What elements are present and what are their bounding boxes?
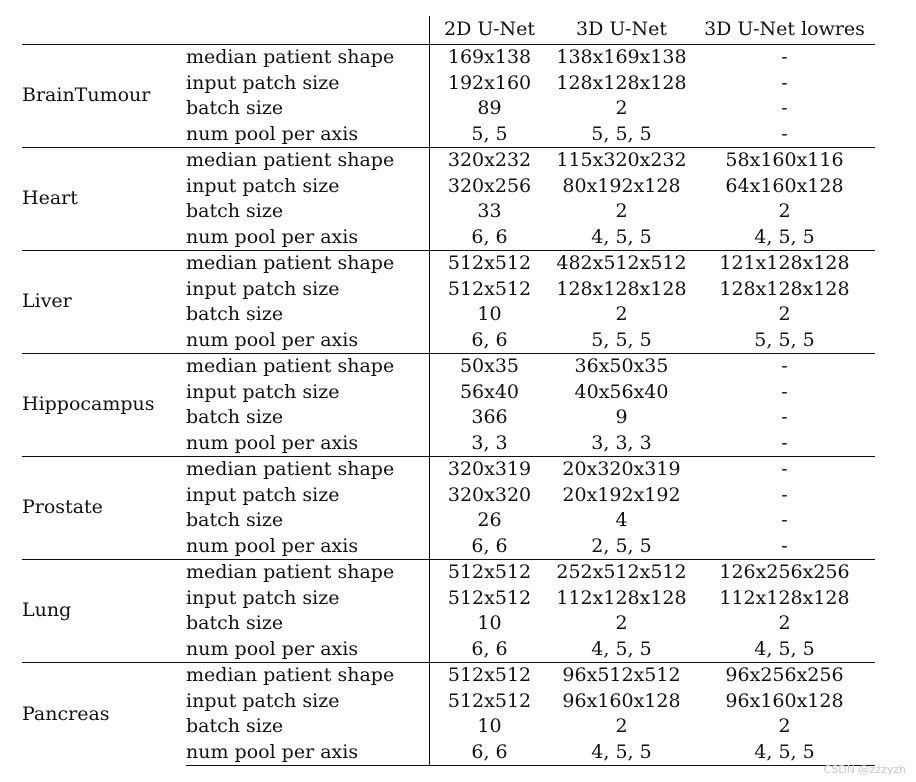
cell-3d-unet-lowres: - — [781, 509, 788, 531]
parameter-name: input patch size — [186, 586, 340, 609]
header-2d-unet: 2D U-Net — [430, 16, 550, 45]
cell-3d-unet: 9 — [615, 406, 628, 428]
cell-2d-unet: 3, 3 — [430, 431, 550, 457]
parameter-name: median patient shape — [186, 251, 430, 277]
cell-2d-unet: 56x40 — [430, 380, 550, 406]
cell-2d-unet: 192x160 — [430, 71, 550, 97]
cell-3d-unet: 40x56x40 — [574, 380, 669, 403]
cell-3d-unet: 20x320x319 — [549, 457, 694, 483]
cell-2d-unet: 512x512 — [430, 560, 550, 586]
table-row — [22, 45, 875, 71]
cell-2d-unet: 10 — [430, 302, 550, 328]
dataset-name: Hippocampus — [22, 354, 186, 457]
header-3d-unet-lowres: 3D U-Net lowres — [704, 18, 865, 41]
cell-3d-unet: 20x192x192 — [562, 483, 681, 506]
dataset-group — [22, 560, 875, 663]
parameter-name: num pool per axis — [186, 740, 430, 766]
cell-2d-unet: 320x232 — [430, 148, 550, 174]
cell-3d-unet-lowres: 2 — [778, 612, 791, 634]
cell-3d-unet-lowres: 128x128x128 — [719, 277, 850, 300]
cell-3d-unet-lowres: - — [694, 457, 875, 483]
cell-3d-unet-lowres: - — [694, 354, 875, 380]
cell-2d-unet: 10 — [430, 611, 550, 637]
cell-3d-unet: 96x160x128 — [562, 689, 681, 712]
dataset-name: Pancreas — [22, 663, 186, 766]
header-dataset — [22, 16, 186, 45]
cell-2d-unet: 320x256 — [430, 174, 550, 200]
table-row — [22, 354, 875, 380]
cell-2d-unet: 512x512 — [430, 277, 550, 303]
parameter-name: input patch size — [186, 483, 340, 506]
cell-3d-unet-lowres: - — [781, 406, 788, 428]
parameter-name: input patch size — [186, 174, 340, 197]
cell-3d-unet-lowres: 126x256x256 — [694, 560, 875, 586]
header-3d-unet: 3D U-Net — [576, 18, 667, 41]
cell-2d-unet: 10 — [430, 714, 550, 740]
cell-2d-unet: 26 — [430, 508, 550, 534]
cell-3d-unet: 4, 5, 5 — [591, 225, 652, 248]
cell-2d-unet: 5, 5 — [430, 122, 550, 148]
dataset-group — [22, 354, 875, 457]
cell-3d-unet: 2, 5, 5 — [591, 534, 652, 557]
cell-3d-unet-lowres: - — [781, 97, 788, 119]
parameter-name: median patient shape — [186, 148, 430, 174]
cell-2d-unet: 320x319 — [430, 457, 550, 483]
dataset-name: Prostate — [22, 457, 186, 560]
cell-3d-unet-lowres: - — [781, 380, 788, 403]
cell-2d-unet: 33 — [430, 199, 550, 225]
dataset-name: BrainTumour — [22, 45, 186, 148]
cell-3d-unet: 3, 3, 3 — [591, 431, 652, 454]
cell-2d-unet: 6, 6 — [430, 740, 550, 766]
parameter-name: batch size — [186, 612, 284, 634]
parameter-name: batch size — [186, 715, 284, 737]
parameter-name: batch size — [186, 509, 284, 531]
table-row — [22, 457, 875, 483]
cell-3d-unet: 2 — [615, 97, 628, 119]
cell-3d-unet: 80x192x128 — [562, 174, 681, 197]
table-row — [22, 663, 875, 689]
cell-3d-unet-lowres: 58x160x116 — [694, 148, 875, 174]
parameter-name: batch size — [186, 200, 284, 222]
cell-3d-unet-lowres: - — [694, 45, 875, 71]
cell-2d-unet: 6, 6 — [430, 225, 550, 251]
cell-2d-unet: 89 — [430, 96, 550, 122]
cell-3d-unet-lowres: 4, 5, 5 — [694, 740, 875, 766]
header-parameter — [186, 16, 430, 45]
cell-3d-unet-lowres: 112x128x128 — [719, 586, 850, 609]
dataset-group — [22, 663, 875, 766]
cell-2d-unet: 169x138 — [430, 45, 550, 71]
cell-3d-unet: 115x320x232 — [549, 148, 694, 174]
parameter-name: num pool per axis — [186, 534, 359, 557]
cell-3d-unet-lowres: 4, 5, 5 — [754, 225, 815, 248]
cell-3d-unet-lowres: 4, 5, 5 — [754, 637, 815, 660]
cell-2d-unet: 320x320 — [430, 483, 550, 509]
parameter-name: num pool per axis — [186, 431, 359, 454]
cell-3d-unet: 2 — [615, 200, 628, 222]
cell-2d-unet: 512x512 — [430, 251, 550, 277]
cell-3d-unet: 4, 5, 5 — [549, 740, 694, 766]
parameter-name: num pool per axis — [186, 225, 359, 248]
header-row — [22, 16, 875, 45]
parameter-name: median patient shape — [186, 560, 430, 586]
cell-3d-unet: 252x512x512 — [549, 560, 694, 586]
cell-3d-unet: 138x169x138 — [549, 45, 694, 71]
cell-2d-unet: 512x512 — [430, 689, 550, 715]
cell-3d-unet-lowres: 96x160x128 — [725, 689, 844, 712]
parameter-name: batch size — [186, 406, 284, 428]
cell-3d-unet: 112x128x128 — [556, 586, 687, 609]
network-config-table — [22, 16, 875, 766]
parameter-name: median patient shape — [186, 663, 430, 689]
cell-3d-unet-lowres: - — [781, 122, 788, 145]
dataset-name: Liver — [22, 251, 186, 354]
dataset-group — [22, 251, 875, 354]
cell-3d-unet: 4, 5, 5 — [591, 637, 652, 660]
dataset-group — [22, 45, 875, 148]
parameter-name: input patch size — [186, 71, 340, 94]
parameter-name: batch size — [186, 97, 284, 119]
cell-2d-unet: 6, 6 — [430, 328, 550, 354]
parameter-name: input patch size — [186, 277, 340, 300]
table-row — [22, 148, 875, 174]
cell-3d-unet-lowres: 2 — [778, 200, 791, 222]
parameter-name: num pool per axis — [186, 328, 359, 351]
table-row — [22, 560, 875, 586]
cell-3d-unet-lowres: - — [781, 431, 788, 454]
dataset-group — [22, 148, 875, 251]
table-row — [22, 251, 875, 277]
dataset-name: Heart — [22, 148, 186, 251]
cell-3d-unet: 482x512x512 — [549, 251, 694, 277]
cell-3d-unet-lowres: 2 — [778, 303, 791, 325]
dataset-group — [22, 457, 875, 560]
cell-3d-unet-lowres: 96x256x256 — [694, 663, 875, 689]
cell-3d-unet: 4 — [615, 509, 628, 531]
parameter-name: median patient shape — [186, 45, 430, 71]
parameter-name: median patient shape — [186, 354, 430, 380]
cell-3d-unet-lowres: 121x128x128 — [694, 251, 875, 277]
cell-3d-unet-lowres: - — [781, 483, 788, 506]
cell-3d-unet: 2 — [615, 715, 628, 737]
cell-3d-unet-lowres: 2 — [778, 715, 791, 737]
cell-3d-unet-lowres: - — [781, 534, 788, 557]
cell-3d-unet: 128x128x128 — [556, 277, 687, 300]
cell-2d-unet: 512x512 — [430, 586, 550, 612]
cell-3d-unet-lowres: 64x160x128 — [725, 174, 844, 197]
parameter-name: input patch size — [186, 380, 340, 403]
cell-2d-unet: 6, 6 — [430, 637, 550, 663]
parameter-name: input patch size — [186, 689, 340, 712]
cell-2d-unet: 366 — [430, 405, 550, 431]
cell-2d-unet: 50x35 — [430, 354, 550, 380]
cell-3d-unet: 2 — [615, 303, 628, 325]
parameter-name: num pool per axis — [186, 637, 359, 660]
parameter-name: median patient shape — [186, 457, 430, 483]
cell-3d-unet: 96x512x512 — [549, 663, 694, 689]
cell-3d-unet: 2 — [615, 612, 628, 634]
cell-3d-unet: 5, 5, 5 — [591, 328, 652, 351]
parameter-name: num pool per axis — [186, 122, 359, 145]
watermark: CSDN @zzzyzh — [823, 763, 906, 776]
cell-2d-unet: 6, 6 — [430, 534, 550, 560]
cell-3d-unet-lowres: 5, 5, 5 — [754, 328, 815, 351]
cell-3d-unet: 128x128x128 — [556, 71, 687, 94]
cell-3d-unet: 36x50x35 — [549, 354, 694, 380]
parameter-name: batch size — [186, 303, 284, 325]
dataset-name: Lung — [22, 560, 186, 663]
table-header — [22, 16, 875, 45]
cell-3d-unet: 5, 5, 5 — [591, 122, 652, 145]
cell-3d-unet-lowres: - — [781, 71, 788, 94]
cell-2d-unet: 512x512 — [430, 663, 550, 689]
